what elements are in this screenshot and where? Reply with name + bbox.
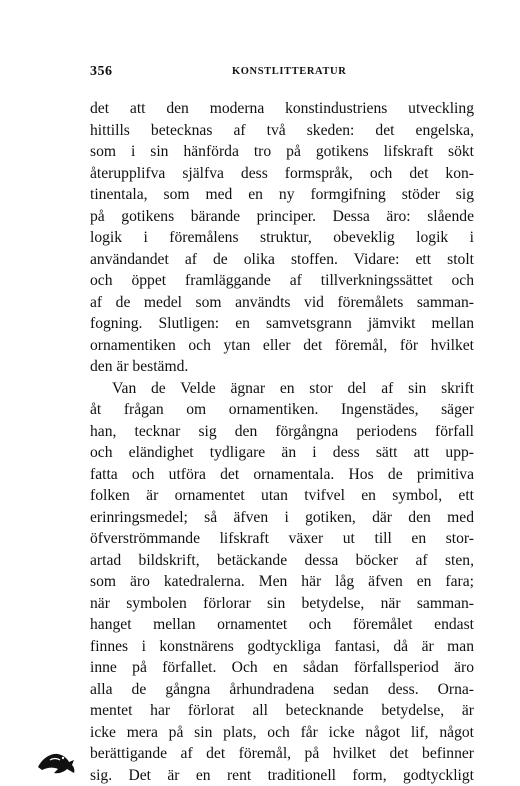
text-line: fogning. Slutligen: en samvetsgrann jämvikt mellan	[90, 313, 474, 335]
text-line: alla de gångna århundradena sedan dess. Orna-	[90, 679, 474, 701]
text-line: fatta och utföra det ornamentala. Hos de primitiva	[90, 464, 474, 486]
text-line: när symbolen förlorar sin betydelse, när samman-	[90, 593, 474, 615]
text-line: öfverströmmande lifskraft växer ut till en stor-	[90, 528, 474, 550]
text-line: återupplifva själfva dess formspråk, och det kon-	[90, 163, 474, 185]
running-head: KONSTLITTERATUR	[232, 66, 346, 77]
text-line: icke mera på sin plats, och får icke något lif, något	[90, 722, 474, 744]
text-line: logik i föremålens struktur, obeveklig logik i	[90, 227, 474, 249]
text-line: som äro katedralerna. Men här låg äfven en fara;	[90, 571, 474, 593]
text-line: erinringsmedel; så äfven i gotiken, där den med	[90, 507, 474, 529]
text-line: af de medel som användts vid föremålets samman-	[90, 292, 474, 314]
text-line: han, tecknar sig den förgångna periodens förfall	[90, 421, 474, 443]
text-line: på gotikens bärande principer. Dessa äro: slående	[90, 206, 474, 228]
text-line: finnes i konstnärens godtyckliga fantasi, då är man	[90, 636, 474, 658]
text-line: berättigande af det föremål, på hvilket det befinner	[90, 743, 474, 765]
text-line: och öppet framläggande af tillverkningssättet och	[90, 270, 474, 292]
text-line: åt frågan om ornamentiken. Ingenstädes, säger	[90, 399, 474, 421]
text-line: användandet af de olika stoffen. Vidare: ett stolt	[90, 249, 474, 271]
text-line: sig. Det är en rent traditionell form, godtyckligt	[90, 765, 474, 786]
text-line: det att den moderna konstindustriens utveckling	[90, 98, 474, 120]
text-line: hittills betecknas af två skeden: det engelska,	[90, 120, 474, 142]
text-line: som i sin hänförda tro på gotikens lifskraft sökt	[90, 141, 474, 163]
page-number: 356	[90, 64, 113, 80]
text-line: artad bildskrift, betäckande dessa böcker af sten,	[90, 550, 474, 572]
printer-ornament-icon	[36, 745, 78, 775]
text-line: Van de Velde ägnar en stor del af sin skrift	[90, 378, 474, 400]
text-line: mentet har förlorat all betecknande betydelse, är	[90, 700, 474, 722]
text-line: tinentala, som med en ny formgifning stöder sig	[90, 184, 474, 206]
text-line: och eländighet tydligare än i dess sätt att upp-	[90, 442, 474, 464]
body-text	[90, 98, 474, 786]
page-header	[90, 64, 474, 84]
text-line: inne på förfallet. Och en sådan förfallsperiod äro	[90, 657, 474, 679]
text-line: folken är ornamentet utan tvifvel en symbol, ett	[90, 485, 474, 507]
text-line: hanget mellan ornamentet och föremålet endast	[90, 614, 474, 636]
text-line: den är bestämd.	[90, 356, 474, 378]
text-line: ornamentiken och ytan eller det föremål, för hvilket	[90, 335, 474, 357]
